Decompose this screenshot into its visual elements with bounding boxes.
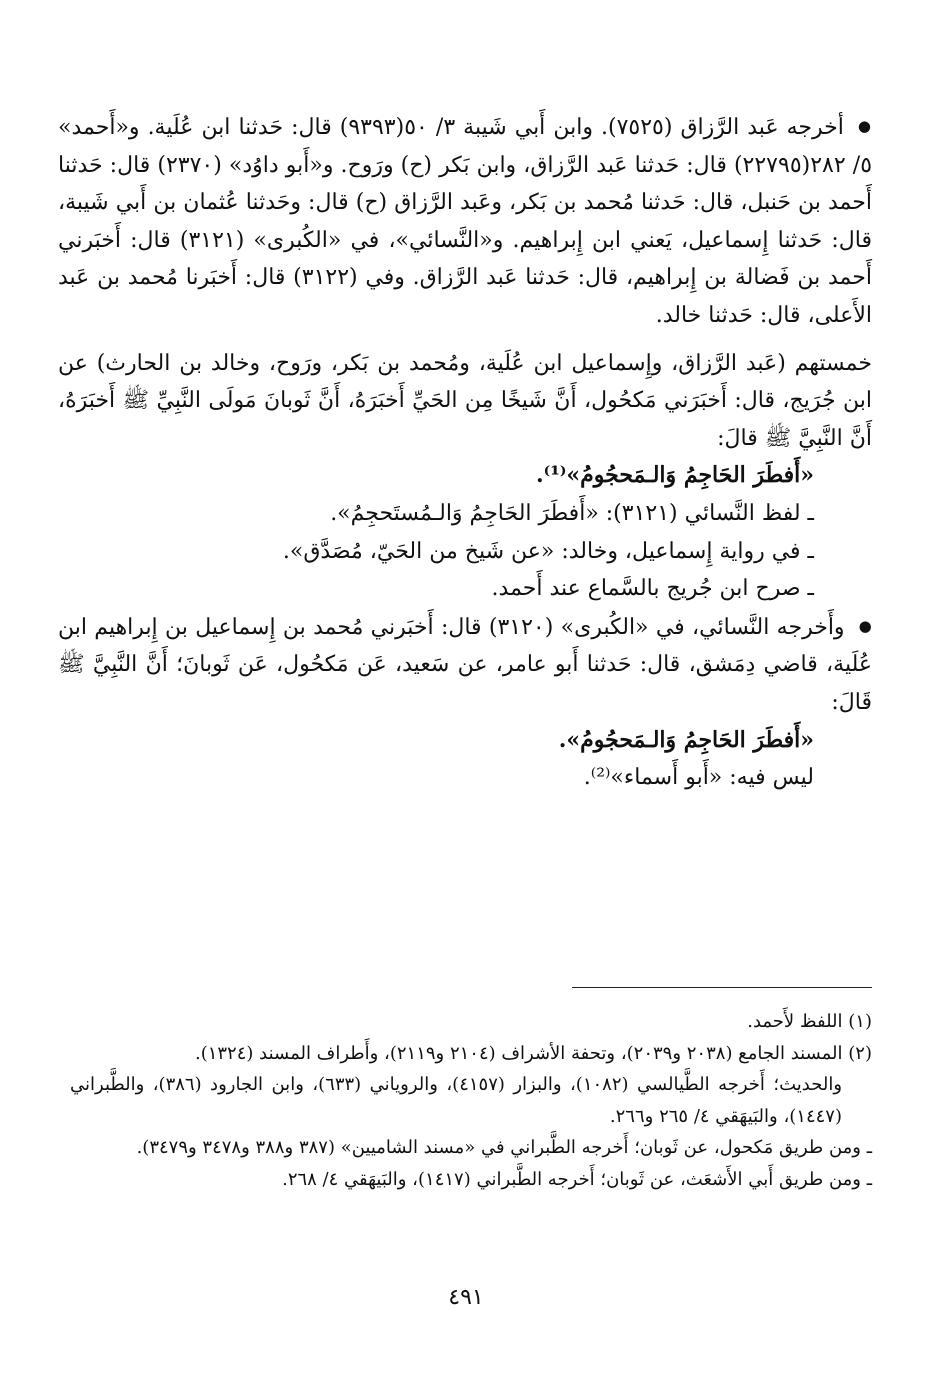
page-number: ٤٩١ bbox=[448, 1285, 484, 1310]
footnote-2-route-1: ـ ومن طريق مَكحول، عن ثَوبان؛ أَخرجه الطَّبراني في «مسند الشاميين» (٣٨٧ و٣٨٨ و٣٤٧٨ و٣٤٧٩). bbox=[136, 1137, 872, 1158]
footnote-separator bbox=[572, 987, 872, 988]
hadith-text-1: «أَفطَرَ الحَاجِمُ وَالـمَحجُومُ»⁽¹⁾. bbox=[536, 462, 814, 489]
footnotes bbox=[70, 1006, 872, 1195]
note-line-2: ـ في رواية إِسماعيل، وخالد: «عن شَيخ من الحَيّ، مُصَدَّق». bbox=[282, 538, 814, 564]
paragraph-takhrij-2: ● وأَخرجه النَّسائي، في «الكُبرى» (٣١٢٠) قال: أَخبَرني مُحمد بن إِسماعيل بن إِبراهيم ابن عُلَية، قاضي دِمَشق، قال: حَدثنا أَبو عامر، عن سَعيد، عَن مَكحُول، عَن ثَوبانَ؛ أَنَّ النَّبِيَّ ﷺ قَالَ: bbox=[58, 608, 872, 722]
footnote-1: (١) اللفظ لأَحمد. bbox=[747, 1011, 872, 1032]
note-line-4: ليس فيه: «أَبو أَسماء»⁽²⁾. bbox=[583, 765, 814, 791]
footnote-2-route-2: ـ ومن طريق أَبي الأَشعَث، عن ثَوبان؛ أَخرجه الطَّبراني (١٤١٧)، والبَيهَقي ٤/ ٢٦٨. bbox=[282, 1168, 872, 1190]
footnote-2-hadith: والحديث؛ أَخرجه الطَّيالسي (١٠٨٢)، والبزار (٤١٥٧)، والروياني (٦٣٣)، وابن الجارود (٣٨٦)، والطَّبراني (١٤٤٧)، والبَيهَقي ٤/ ٢٦٥ و٢٦٦. bbox=[70, 1074, 843, 1127]
hadith-text-2: «أَفطَرَ الحَاجِمُ وَالـمَحجُومُ». bbox=[558, 726, 814, 753]
note-line-1: ـ لفظ النَّسائي (٣١٢١): «أَفطَرَ الحَاجِمُ وَالـمُستَحجِمُ». bbox=[330, 500, 814, 526]
footnote-2: (٢) المسند الجامع (٢٠٣٨ و٢٠٣٩)، وتحفة الأشراف (٢١٠٤ و٢١١٩)، وأَطراف المسند (١٣٢٤). bbox=[194, 1042, 872, 1064]
paragraph-takhrij-1: ● أخرجه عَبد الرَّزاق (٧٥٢٥). وابن أَبي شَيبة ٣/ ٥٠(٩٣٩٣) قال: حَدثنا ابن عُلَية. و«أَحمد» ٥/ ٢٨٢(٢٢٧٩٥) قال: حَدثنا عَبد الرَّزاق، وابن بَكر (ح) ورَوح. و«أَبو داوُد» (٢٣٧٠) قال: حَدثنا أَحمد بن حَنبل، قال: حَدثنا مُحمد بن بَكر، وعَبد الرَّزاق (ح) قال: وحَدثنا عُثمان بن أَبي شَيبة، قال: حَدثنا إِسماعيل، يَعني ابن إِبراهيم. و«النَّسائي»، في «الكُبرى» (٣١٢١) قال: أَخبَرني أَحمد بن فَضالة بن إِبراهيم، قال: حَدثنا عَبد الرَّزاق. وفي (٣١٢٢) قال: أَخبَرنا مُحمد بن عَبد الأَعلى، قال: حَدثنا خالد. bbox=[58, 108, 872, 335]
main-text bbox=[58, 108, 872, 797]
paragraph-chain: خمستهم (عَبد الرَّزاق، وإِسماعيل ابن عُلَية، ومُحمد بن بَكر، ورَوح، وخالد بن الحارث) عن ابن جُرَيج، قال: أَخبَرَني مَكحُول، أَنَّ شَيخًا مِن الحَيِّ أَخبَرَهُ، أَنَّ ثَوبانَ مَولَى النَّبِيِّ ﷺ أَخبَرَهُ، أَنَّ النَّبِيَّ ﷺ قالَ: bbox=[58, 350, 872, 451]
note-line-3: ـ صرح ابن جُريج بالسَّماع عند أَحمد. bbox=[491, 576, 814, 602]
